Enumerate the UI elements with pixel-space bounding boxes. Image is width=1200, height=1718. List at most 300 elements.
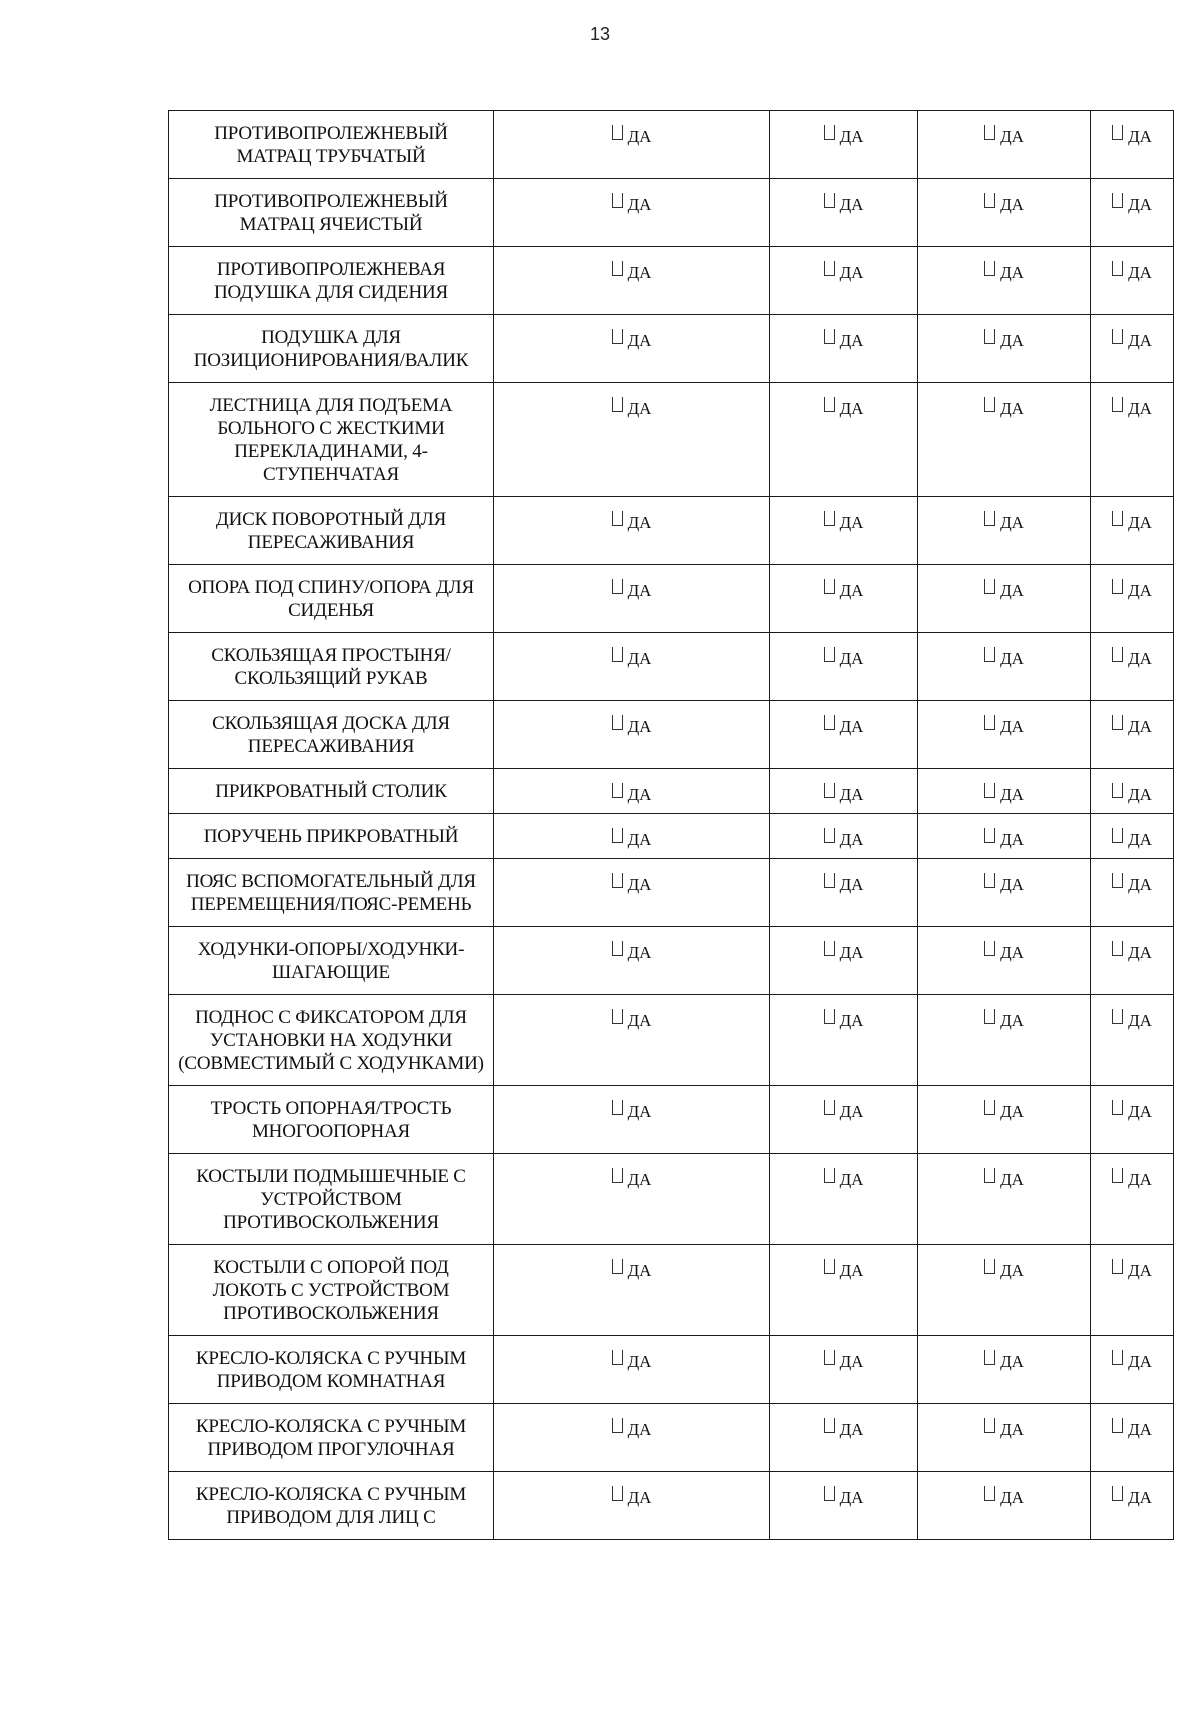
checkbox-icon[interactable] <box>984 828 995 843</box>
checkbox-icon[interactable] <box>984 1168 995 1183</box>
yes-label: ДА <box>1128 830 1152 849</box>
yes-option[interactable] <box>494 1418 769 1437</box>
yes-label: ДА <box>1000 263 1024 282</box>
yes-option[interactable] <box>918 329 1090 348</box>
yes-option[interactable] <box>770 261 917 280</box>
yes-label: ДА <box>1128 581 1152 600</box>
checkbox-icon[interactable] <box>984 1009 995 1024</box>
checkbox-icon[interactable] <box>1112 1009 1123 1024</box>
yes-label: ДА <box>1128 1170 1152 1189</box>
yes-option[interactable] <box>494 1100 769 1119</box>
checkbox-icon[interactable] <box>1112 1100 1123 1115</box>
yes-option[interactable] <box>494 1168 769 1187</box>
item-name: КОСТЫЛИ С ОПОРОЙ ПОД ЛОКОТЬ С УСТРОЙСТВОМ ПРОТИВОСКОЛЬЖЕНИЯ <box>169 1245 494 1336</box>
yes-option[interactable] <box>494 783 769 802</box>
yes-label: ДА <box>1128 1488 1152 1507</box>
yes-option[interactable] <box>1091 1350 1173 1369</box>
option-cell-3 <box>918 1086 1091 1154</box>
checkbox-icon[interactable] <box>984 941 995 956</box>
yes-label: ДА <box>1000 717 1024 736</box>
option-cell-4 <box>1091 565 1174 633</box>
yes-label: ДА <box>839 263 864 282</box>
yes-option[interactable] <box>770 783 917 802</box>
yes-option[interactable] <box>918 193 1090 212</box>
checkbox-icon[interactable] <box>984 261 995 276</box>
yes-option[interactable] <box>770 715 917 734</box>
yes-label: ДА <box>1128 513 1152 532</box>
checkbox-icon[interactable] <box>1112 828 1123 843</box>
checkbox-icon[interactable] <box>612 579 623 594</box>
option-cell-1 <box>494 111 770 179</box>
option-cell-1 <box>494 1086 770 1154</box>
checkbox-icon[interactable] <box>1112 511 1123 526</box>
option-cell-2 <box>770 701 918 769</box>
option-cell-3 <box>918 701 1091 769</box>
option-cell-2 <box>770 1154 918 1245</box>
yes-label: ДА <box>839 127 864 146</box>
option-cell-1 <box>494 497 770 565</box>
checkbox-icon[interactable] <box>824 1486 835 1501</box>
yes-label: ДА <box>1000 331 1024 350</box>
yes-option[interactable] <box>770 1009 917 1028</box>
yes-label: ДА <box>1000 581 1024 600</box>
yes-option[interactable] <box>494 329 769 348</box>
yes-label: ДА <box>839 331 864 350</box>
yes-option[interactable] <box>494 511 769 530</box>
checkbox-icon[interactable] <box>612 193 623 208</box>
yes-option[interactable] <box>918 783 1090 802</box>
item-name: ПРИКРОВАТНЫЙ СТОЛИК <box>169 769 494 814</box>
option-cell-1 <box>494 633 770 701</box>
yes-option[interactable] <box>1091 329 1173 348</box>
checkbox-icon[interactable] <box>984 397 995 412</box>
option-cell-3 <box>918 995 1091 1086</box>
yes-option[interactable] <box>1091 579 1173 598</box>
yes-option[interactable] <box>1091 1486 1173 1505</box>
checkbox-icon[interactable] <box>1112 873 1123 888</box>
yes-option[interactable] <box>918 579 1090 598</box>
yes-option[interactable] <box>770 397 917 416</box>
item-name: ОПОРА ПОД СПИНУ/ОПОРА ДЛЯ СИДЕНЬЯ <box>169 565 494 633</box>
option-cell-2 <box>770 927 918 995</box>
yes-option[interactable] <box>1091 1259 1173 1278</box>
checkbox-icon[interactable] <box>824 828 835 843</box>
yes-option[interactable] <box>770 873 917 892</box>
yes-label: ДА <box>1000 1352 1024 1371</box>
yes-option[interactable] <box>1091 1100 1173 1119</box>
checkbox-icon[interactable] <box>1112 125 1123 140</box>
yes-option[interactable] <box>494 1259 769 1278</box>
option-cell-3 <box>918 179 1091 247</box>
checkbox-icon[interactable] <box>984 783 995 798</box>
yes-label: ДА <box>839 717 864 736</box>
table-row <box>169 859 1174 927</box>
option-cell-2 <box>770 247 918 315</box>
option-cell-2 <box>770 1245 918 1336</box>
checkbox-icon[interactable] <box>984 511 995 526</box>
yes-option[interactable] <box>1091 397 1173 416</box>
checkbox-icon[interactable] <box>984 125 995 140</box>
yes-option[interactable] <box>918 261 1090 280</box>
table-row <box>169 769 1174 814</box>
yes-option[interactable] <box>770 1100 917 1119</box>
yes-option[interactable] <box>1091 715 1173 734</box>
checkbox-icon[interactable] <box>824 397 835 412</box>
yes-option[interactable] <box>918 647 1090 666</box>
yes-option[interactable] <box>494 1350 769 1369</box>
yes-label: ДА <box>1128 943 1152 962</box>
yes-option[interactable] <box>770 1259 917 1278</box>
yes-label: ДА <box>627 127 652 146</box>
checkbox-icon[interactable] <box>984 579 995 594</box>
yes-option[interactable] <box>1091 941 1173 960</box>
yes-option[interactable] <box>918 1168 1090 1187</box>
checkbox-icon[interactable] <box>984 1350 995 1365</box>
yes-option[interactable] <box>918 873 1090 892</box>
option-cell-2 <box>770 565 918 633</box>
yes-label: ДА <box>1128 1352 1152 1371</box>
checkbox-icon[interactable] <box>612 1009 623 1024</box>
option-cell-1 <box>494 927 770 995</box>
item-name: КРЕСЛО-КОЛЯСКА С РУЧНЫМ ПРИВОДОМ ПРОГУЛОЧНАЯ <box>169 1404 494 1472</box>
checkbox-icon[interactable] <box>1112 329 1123 344</box>
option-cell-4 <box>1091 1404 1174 1472</box>
yes-option[interactable] <box>918 1418 1090 1437</box>
option-cell-3 <box>918 927 1091 995</box>
yes-label: ДА <box>627 1420 652 1439</box>
option-cell-2 <box>770 633 918 701</box>
item-name: ЛЕСТНИЦА ДЛЯ ПОДЪЕМА БОЛЬНОГО С ЖЕСТКИМИ ПЕРЕКЛАДИНАМИ, 4-СТУПЕНЧАТАЯ <box>169 383 494 497</box>
checkbox-icon[interactable] <box>612 941 623 956</box>
table-row <box>169 1086 1174 1154</box>
yes-label: ДА <box>839 1261 864 1280</box>
yes-label: ДА <box>839 785 864 804</box>
yes-label: ДА <box>839 581 864 600</box>
checkbox-icon[interactable] <box>824 579 835 594</box>
yes-label: ДА <box>627 649 652 668</box>
table-row <box>169 179 1174 247</box>
item-name: КРЕСЛО-КОЛЯСКА С РУЧНЫМ ПРИВОДОМ ДЛЯ ЛИЦ С <box>169 1472 494 1540</box>
yes-option[interactable] <box>1091 261 1173 280</box>
checkbox-icon[interactable] <box>1112 941 1123 956</box>
option-cell-1 <box>494 315 770 383</box>
table-row <box>169 565 1174 633</box>
checkbox-icon[interactable] <box>612 329 623 344</box>
item-name: ПОРУЧЕНЬ ПРИКРОВАТНЫЙ <box>169 814 494 859</box>
checkbox-icon[interactable] <box>612 1259 623 1274</box>
yes-label: ДА <box>839 195 864 214</box>
option-cell-4 <box>1091 1086 1174 1154</box>
yes-option[interactable] <box>918 1100 1090 1119</box>
yes-label: ДА <box>1128 195 1152 214</box>
yes-option[interactable] <box>918 511 1090 530</box>
checkbox-icon[interactable] <box>1112 783 1123 798</box>
yes-option[interactable] <box>494 715 769 734</box>
checkbox-icon[interactable] <box>984 329 995 344</box>
yes-option[interactable] <box>1091 647 1173 666</box>
option-cell-3 <box>918 383 1091 497</box>
yes-label: ДА <box>1000 830 1024 849</box>
option-cell-4 <box>1091 1336 1174 1404</box>
option-cell-3 <box>918 1472 1091 1540</box>
checkbox-icon[interactable] <box>824 261 835 276</box>
checkbox-icon[interactable] <box>824 1100 835 1115</box>
table-row <box>169 247 1174 315</box>
item-name: ПОЯС ВСПОМОГАТЕЛЬНЫЙ ДЛЯ ПЕРЕМЕЩЕНИЯ/ПОЯС-РЕМЕНЬ <box>169 859 494 927</box>
table-row <box>169 1336 1174 1404</box>
yes-option[interactable] <box>770 1350 917 1369</box>
yes-option[interactable] <box>918 715 1090 734</box>
checkbox-icon[interactable] <box>1112 1259 1123 1274</box>
checkbox-icon[interactable] <box>612 125 623 140</box>
checkbox-icon[interactable] <box>612 828 623 843</box>
checkbox-icon[interactable] <box>824 873 835 888</box>
option-cell-4 <box>1091 179 1174 247</box>
yes-label: ДА <box>1128 1102 1152 1121</box>
checkbox-icon[interactable] <box>824 941 835 956</box>
yes-label: ДА <box>627 581 652 600</box>
yes-label: ДА <box>1128 399 1152 418</box>
option-cell-1 <box>494 247 770 315</box>
yes-option[interactable] <box>494 261 769 280</box>
table-row <box>169 995 1174 1086</box>
checkbox-icon[interactable] <box>1112 647 1123 662</box>
option-cell-4 <box>1091 247 1174 315</box>
option-cell-1 <box>494 1404 770 1472</box>
yes-option[interactable] <box>1091 873 1173 892</box>
yes-label: ДА <box>1128 1420 1152 1439</box>
yes-label: ДА <box>1000 127 1024 146</box>
option-cell-4 <box>1091 927 1174 995</box>
option-cell-1 <box>494 179 770 247</box>
yes-option[interactable] <box>494 579 769 598</box>
yes-label: ДА <box>1000 875 1024 894</box>
option-cell-2 <box>770 859 918 927</box>
yes-option[interactable] <box>770 579 917 598</box>
yes-label: ДА <box>1000 1170 1024 1189</box>
yes-label: ДА <box>1000 1102 1024 1121</box>
option-cell-4 <box>1091 383 1174 497</box>
yes-label: ДА <box>839 513 864 532</box>
yes-label: ДА <box>627 195 652 214</box>
yes-option[interactable] <box>494 873 769 892</box>
yes-option[interactable] <box>1091 193 1173 212</box>
yes-label: ДА <box>1128 649 1152 668</box>
equipment-table <box>168 110 1174 1540</box>
table-row <box>169 633 1174 701</box>
yes-label: ДА <box>1000 649 1024 668</box>
checkbox-icon[interactable] <box>612 1418 623 1433</box>
option-cell-4 <box>1091 814 1174 859</box>
yes-option[interactable] <box>770 511 917 530</box>
item-name: ХОДУНКИ-ОПОРЫ/ХОДУНКИ-ШАГАЮЩИЕ <box>169 927 494 995</box>
option-cell-2 <box>770 1472 918 1540</box>
checkbox-icon[interactable] <box>984 1100 995 1115</box>
yes-option[interactable] <box>1091 828 1173 847</box>
yes-option[interactable] <box>770 647 917 666</box>
checkbox-icon[interactable] <box>612 1350 623 1365</box>
yes-option[interactable] <box>918 397 1090 416</box>
yes-label: ДА <box>1128 1011 1152 1030</box>
checkbox-icon[interactable] <box>824 1168 835 1183</box>
option-cell-4 <box>1091 1472 1174 1540</box>
checkbox-icon[interactable] <box>612 1100 623 1115</box>
checkbox-icon[interactable] <box>984 715 995 730</box>
yes-option[interactable] <box>770 1168 917 1187</box>
yes-label: ДА <box>1128 263 1152 282</box>
yes-option[interactable] <box>918 1009 1090 1028</box>
option-cell-3 <box>918 1404 1091 1472</box>
yes-option[interactable] <box>918 828 1090 847</box>
yes-label: ДА <box>1128 127 1152 146</box>
yes-label: ДА <box>1000 943 1024 962</box>
checkbox-icon[interactable] <box>984 193 995 208</box>
yes-label: ДА <box>627 1488 652 1507</box>
yes-option[interactable] <box>494 647 769 666</box>
checkbox-icon[interactable] <box>824 1350 835 1365</box>
option-cell-1 <box>494 769 770 814</box>
checkbox-icon[interactable] <box>612 261 623 276</box>
option-cell-2 <box>770 497 918 565</box>
yes-option[interactable] <box>918 1259 1090 1278</box>
checkbox-icon[interactable] <box>1112 1418 1123 1433</box>
yes-label: ДА <box>839 649 864 668</box>
yes-option[interactable] <box>918 1486 1090 1505</box>
option-cell-2 <box>770 111 918 179</box>
table-row <box>169 1245 1174 1336</box>
checkbox-icon[interactable] <box>824 1259 835 1274</box>
yes-option[interactable] <box>770 828 917 847</box>
option-cell-1 <box>494 565 770 633</box>
checkbox-icon[interactable] <box>824 193 835 208</box>
yes-label: ДА <box>839 943 864 962</box>
yes-label: ДА <box>1128 785 1152 804</box>
table-row <box>169 1472 1174 1540</box>
yes-option[interactable] <box>494 1009 769 1028</box>
table-row <box>169 701 1174 769</box>
checkbox-icon[interactable] <box>612 783 623 798</box>
yes-option[interactable] <box>770 1486 917 1505</box>
checkbox-icon[interactable] <box>1112 397 1123 412</box>
checkbox-icon[interactable] <box>824 715 835 730</box>
checkbox-icon[interactable] <box>1112 261 1123 276</box>
option-cell-1 <box>494 995 770 1086</box>
option-cell-2 <box>770 315 918 383</box>
checkbox-icon[interactable] <box>1112 193 1123 208</box>
checkbox-icon[interactable] <box>984 1418 995 1433</box>
option-cell-2 <box>770 1404 918 1472</box>
table-row <box>169 1154 1174 1245</box>
yes-label: ДА <box>627 785 652 804</box>
yes-label: ДА <box>839 1488 864 1507</box>
yes-option[interactable] <box>1091 125 1173 144</box>
checkbox-icon[interactable] <box>612 873 623 888</box>
option-cell-4 <box>1091 1245 1174 1336</box>
yes-option[interactable] <box>1091 1168 1173 1187</box>
yes-label: ДА <box>839 875 864 894</box>
checkbox-icon[interactable] <box>984 647 995 662</box>
checkbox-icon[interactable] <box>612 715 623 730</box>
checkbox-icon[interactable] <box>984 873 995 888</box>
checkbox-icon[interactable] <box>1112 715 1123 730</box>
yes-option[interactable] <box>770 941 917 960</box>
yes-label: ДА <box>1000 785 1024 804</box>
yes-option[interactable] <box>770 193 917 212</box>
checkbox-icon[interactable] <box>984 1486 995 1501</box>
checkbox-icon[interactable] <box>824 1009 835 1024</box>
checkbox-icon[interactable] <box>1112 1168 1123 1183</box>
yes-label: ДА <box>1128 717 1152 736</box>
checkbox-icon[interactable] <box>612 647 623 662</box>
checkbox-icon[interactable] <box>1112 1350 1123 1365</box>
yes-label: ДА <box>627 717 652 736</box>
yes-label: ДА <box>1000 195 1024 214</box>
checkbox-icon[interactable] <box>1112 1486 1123 1501</box>
option-cell-1 <box>494 1472 770 1540</box>
yes-option[interactable] <box>770 125 917 144</box>
checkbox-icon[interactable] <box>612 1168 623 1183</box>
yes-option[interactable] <box>1091 511 1173 530</box>
yes-option[interactable] <box>494 125 769 144</box>
yes-option[interactable] <box>494 828 769 847</box>
checkbox-icon[interactable] <box>612 397 623 412</box>
yes-label: ДА <box>1000 1420 1024 1439</box>
option-cell-1 <box>494 1245 770 1336</box>
yes-option[interactable] <box>918 941 1090 960</box>
yes-option[interactable] <box>494 193 769 212</box>
option-cell-4 <box>1091 633 1174 701</box>
yes-label: ДА <box>839 1011 864 1030</box>
yes-option[interactable] <box>494 397 769 416</box>
option-cell-1 <box>494 1336 770 1404</box>
yes-option[interactable] <box>1091 1418 1173 1437</box>
yes-option[interactable] <box>918 125 1090 144</box>
yes-label: ДА <box>1000 399 1024 418</box>
checkbox-icon[interactable] <box>984 1259 995 1274</box>
checkbox-icon[interactable] <box>824 1418 835 1433</box>
yes-option[interactable] <box>770 1418 917 1437</box>
yes-label: ДА <box>1128 331 1152 350</box>
yes-option[interactable] <box>770 329 917 348</box>
yes-label: ДА <box>627 263 652 282</box>
checkbox-icon[interactable] <box>824 783 835 798</box>
yes-option[interactable] <box>494 1486 769 1505</box>
yes-label: ДА <box>1000 513 1024 532</box>
yes-label: ДА <box>839 1420 864 1439</box>
option-cell-3 <box>918 497 1091 565</box>
yes-option[interactable] <box>1091 783 1173 802</box>
checkbox-icon[interactable] <box>612 1486 623 1501</box>
option-cell-2 <box>770 814 918 859</box>
item-name: ПРОТИВОПРОЛЕЖНЕВАЯ ПОДУШКА ДЛЯ СИДЕНИЯ <box>169 247 494 315</box>
checkbox-icon[interactable] <box>824 647 835 662</box>
checkbox-icon[interactable] <box>824 511 835 526</box>
checkbox-icon[interactable] <box>824 329 835 344</box>
yes-option[interactable] <box>494 941 769 960</box>
option-cell-3 <box>918 1336 1091 1404</box>
option-cell-3 <box>918 633 1091 701</box>
yes-option[interactable] <box>918 1350 1090 1369</box>
checkbox-icon[interactable] <box>824 125 835 140</box>
table-row <box>169 814 1174 859</box>
item-name: КРЕСЛО-КОЛЯСКА С РУЧНЫМ ПРИВОДОМ КОМНАТНАЯ <box>169 1336 494 1404</box>
checkbox-icon[interactable] <box>1112 579 1123 594</box>
yes-label: ДА <box>627 399 652 418</box>
item-name: КОСТЫЛИ ПОДМЫШЕЧНЫЕ С УСТРОЙСТВОМ ПРОТИВОСКОЛЬЖЕНИЯ <box>169 1154 494 1245</box>
yes-option[interactable] <box>1091 1009 1173 1028</box>
checkbox-icon[interactable] <box>612 511 623 526</box>
option-cell-3 <box>918 247 1091 315</box>
